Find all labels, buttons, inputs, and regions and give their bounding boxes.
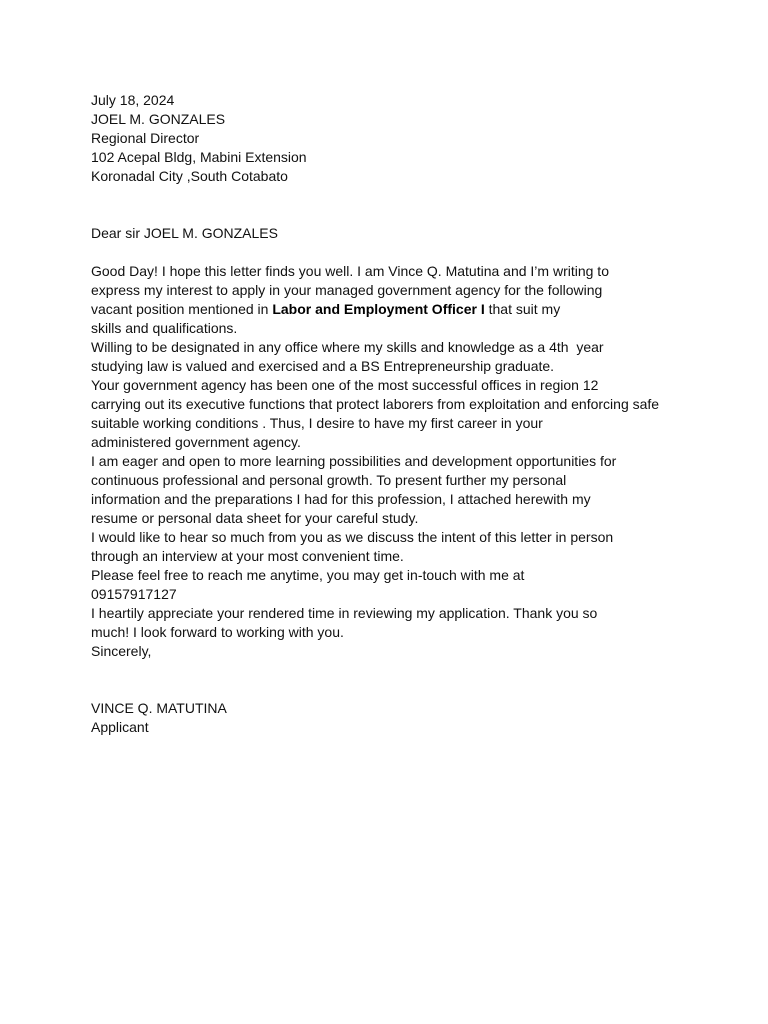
body-line: skills and qualifications. (91, 320, 238, 336)
body-line: express my interest to apply in your managed government agency for the following (91, 282, 603, 298)
letter-body (91, 262, 751, 642)
signer-name: VINCE Q. MATUTINA (91, 700, 227, 716)
recipient-title: Regional Director (91, 130, 200, 146)
spacer (91, 186, 751, 205)
spacer (91, 661, 751, 680)
body-line: Your government agency has been one of the most successful offices in region 12 (91, 377, 599, 393)
body-line: I am eager and open to more learning possibilities and development opportunities for (91, 453, 617, 469)
body-line: continuous professional and personal growth. To present further my personal (91, 472, 567, 488)
body-line: suitable working conditions . Thus, I desire to have my first career in your (91, 415, 543, 431)
body-line: I would like to hear so much from you as we discuss the intent of this letter in person (91, 529, 614, 545)
recipient-address-line2: Koronadal City ,South Cotabato (91, 168, 288, 184)
body-line: administered government agency. (91, 434, 301, 450)
spacer (91, 205, 751, 224)
spacer (91, 680, 751, 699)
salutation: Dear sir JOEL M. GONZALES (91, 225, 278, 241)
phone-number: 09157917127 (91, 586, 177, 602)
recipient-address-line1: 102 Acepal Bldg, Mabini Extension (91, 149, 307, 165)
signer-role: Applicant (91, 719, 149, 735)
body-text: that suit my (484, 301, 561, 317)
body-line: Please feel free to reach me anytime, you may get in-touch with me at (91, 567, 525, 583)
letter-date: July 18, 2024 (91, 92, 175, 108)
body-line: carrying out its executive functions that protect laborers from exploitation and enforcing safe (91, 396, 660, 412)
body-line: resume or personal data sheet for your careful study. (91, 510, 419, 526)
body-line: studying law is valued and exercised and a BS Entrepreneurship graduate. (91, 358, 555, 374)
spacer (91, 243, 751, 262)
closing: Sincerely, (91, 643, 152, 659)
cover-letter (91, 91, 751, 737)
body-line: through an interview at your most convenient time. (91, 548, 404, 564)
body-line: information and the preparations I had for this profession, I attached herewith my (91, 491, 591, 507)
body-line: Good Day! I hope this letter finds you well. I am Vince Q. Matutina and I’m writing to (91, 263, 609, 279)
body-line (91, 300, 751, 319)
body-line: much! I look forward to working with you. (91, 624, 344, 640)
recipient-name: JOEL M. GONZALES (91, 111, 226, 127)
body-text: vacant position mentioned in (91, 301, 273, 317)
body-line: I heartily appreciate your rendered time in reviewing my application. Thank you so (91, 605, 598, 621)
body-line: Willing to be designated in any office where my skills and knowledge as a 4th year (91, 339, 604, 355)
position-title: Labor and Employment Officer I (272, 301, 485, 317)
